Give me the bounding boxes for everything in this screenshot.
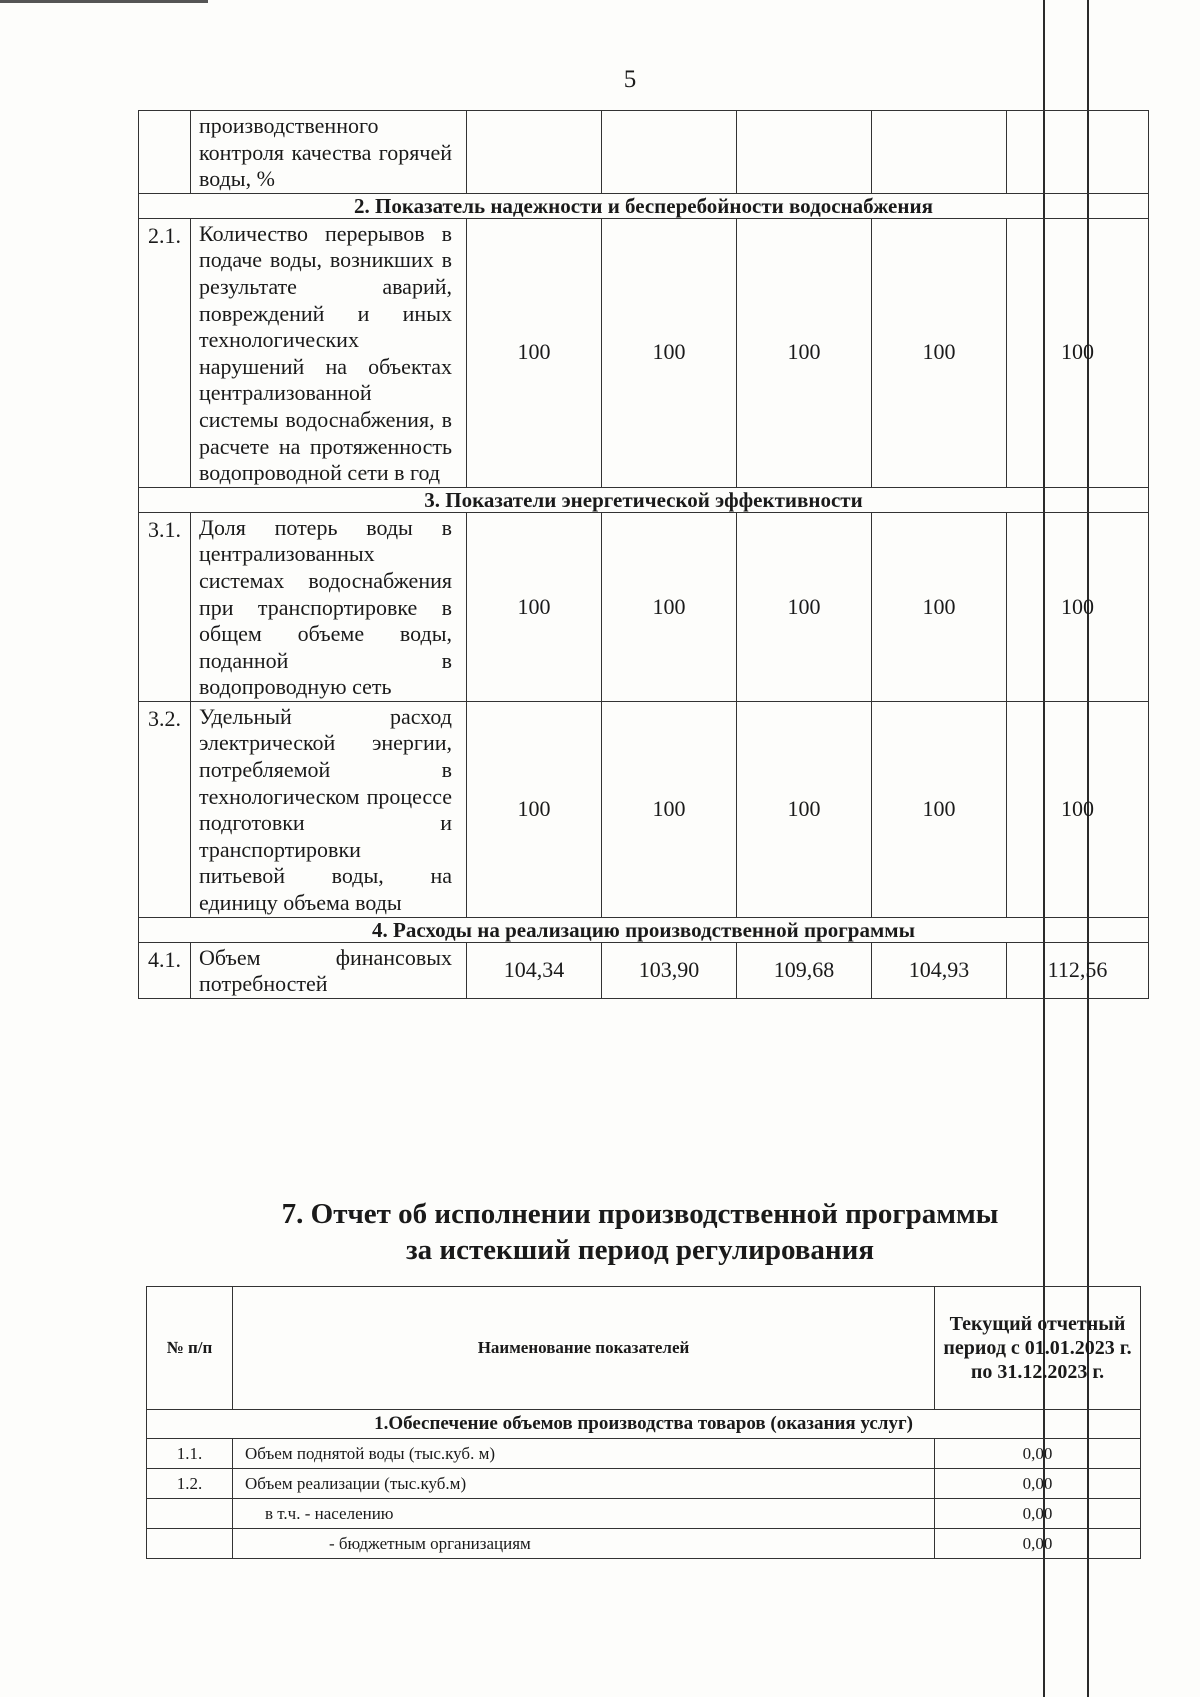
value-cell: 0,00 (935, 1469, 1141, 1499)
indicator-name: - бюджетным организациям (233, 1529, 935, 1559)
value-cell: 100 (872, 218, 1007, 487)
value-cell: 103,90 (602, 942, 737, 998)
indicator-name: Объем поднятой воды (тыс.куб. м) (233, 1439, 935, 1469)
scan-edge-mark (0, 0, 208, 3)
value-cell: 112,56 (1007, 942, 1149, 998)
row-number: 3.1. (139, 512, 191, 701)
indicators-table (138, 110, 1149, 999)
section-title: 1.Обеспечение объемов производства товаров (оказания услуг) (147, 1410, 1141, 1439)
section-row (139, 193, 1149, 218)
indicator-name: Объем реализации (тыс.куб.м) (233, 1469, 935, 1499)
row-number (147, 1529, 233, 1559)
section-row (139, 917, 1149, 942)
indicator-name: Доля потерь воды в централизованных системах водоснабжения при транспортировке в общем объеме воды, поданной в водопроводную сеть (191, 512, 467, 701)
value-cell: 100 (737, 701, 872, 917)
table-row (147, 1499, 1141, 1529)
value-cell: 100 (872, 701, 1007, 917)
value-cell: 104,34 (467, 942, 602, 998)
value-cell: 100 (872, 512, 1007, 701)
table-row (139, 701, 1149, 917)
value-cell (872, 111, 1007, 194)
value-cell: 104,93 (872, 942, 1007, 998)
table-row (139, 111, 1149, 194)
value-cell (1007, 111, 1149, 194)
value-cell: 100 (467, 701, 602, 917)
heading-line-2: за истекший период регулирования (405, 1234, 875, 1266)
value-cell (467, 111, 602, 194)
section-title: 2. Показатель надежности и бесперебойности водоснабжения (139, 193, 1149, 218)
row-number: 1.2. (147, 1469, 233, 1499)
header-name: Наименование показателей (233, 1287, 935, 1410)
table-row (139, 218, 1149, 487)
value-cell: 0,00 (935, 1499, 1141, 1529)
value-cell: 100 (1007, 512, 1149, 701)
value-cell: 100 (737, 512, 872, 701)
value-cell: 100 (467, 512, 602, 701)
row-number: 2.1. (139, 218, 191, 487)
table-row (139, 512, 1149, 701)
page-number: 5 (623, 66, 637, 93)
row-number (139, 111, 191, 194)
value-cell: 100 (1007, 218, 1149, 487)
header-period: Текущий отчетный период с 01.01.2023 г. по 31.12.2023 г. (935, 1287, 1141, 1410)
table-row (147, 1469, 1141, 1499)
value-cell: 109,68 (737, 942, 872, 998)
heading-line-1: 7. Отчет об исполнении производственной программы (281, 1198, 999, 1230)
section-title: 3. Показатели энергетической эффективности (139, 487, 1149, 512)
header-num: № п/п (147, 1287, 233, 1410)
value-cell: 0,00 (935, 1529, 1141, 1559)
row-number: 4.1. (139, 942, 191, 998)
indicator-name: Объем финансовых потребностей (191, 942, 467, 998)
value-cell: 100 (602, 512, 737, 701)
indicator-name: Количество перерывов в подаче воды, возникших в результате аварий, повреждений и иных технологических нарушений на объектах централизованной системы водоснабжения, в расчете на протяженность водопроводной сети в год (191, 218, 467, 487)
table-row (147, 1439, 1141, 1469)
table-row (139, 942, 1149, 998)
header-row (147, 1287, 1141, 1410)
indicator-name: в т.ч. - населению (233, 1499, 935, 1529)
section-row (147, 1410, 1141, 1439)
indicator-name: производственного контроля качества горячей воды, % (191, 111, 467, 194)
row-number (147, 1499, 233, 1529)
section-title: 4. Расходы на реализацию производственной программы (139, 917, 1149, 942)
value-cell: 100 (602, 701, 737, 917)
value-cell (737, 111, 872, 194)
value-cell: 100 (1007, 701, 1149, 917)
value-cell: 100 (737, 218, 872, 487)
report-heading (200, 1196, 1080, 1268)
report-table (146, 1286, 1141, 1559)
value-cell (602, 111, 737, 194)
row-number: 1.1. (147, 1439, 233, 1469)
value-cell: 0,00 (935, 1439, 1141, 1469)
section-row (139, 487, 1149, 512)
row-number: 3.2. (139, 701, 191, 917)
value-cell: 100 (467, 218, 602, 487)
indicator-name: Удельный расход электрической энергии, потребляемой в технологическом процессе подготовки и транспортировки питьевой воды, на единицу объема воды (191, 701, 467, 917)
value-cell: 100 (602, 218, 737, 487)
table-row (147, 1529, 1141, 1559)
